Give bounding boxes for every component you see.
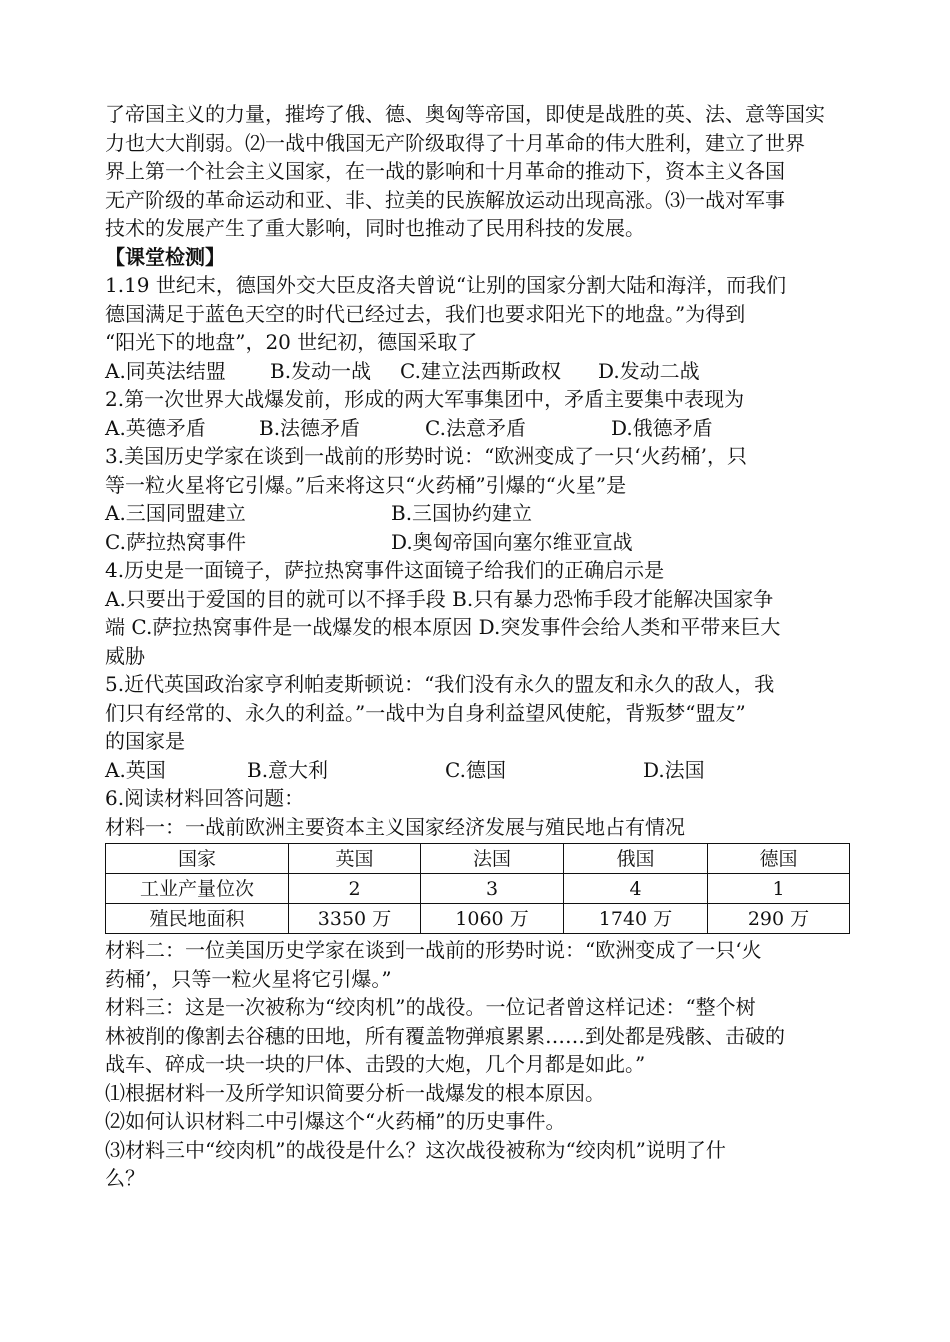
section-title: 【课堂检测】 [105,244,225,269]
option-b: B.法德矛盾 [259,415,361,440]
table-row [106,904,850,934]
question-text: 3.美国历史学家在谈到一战前的形势时说：“欧洲变成了一只‘火药桶’，只 [105,444,748,468]
intro-paragraph [105,100,850,243]
intro-line: 界上第一个社会主义国家，在一战的影响和十月革命的推动下，资本主义各国 [105,159,785,183]
question-options [105,756,850,785]
question-text: 的国家是 [105,729,185,753]
document-page [105,100,850,1193]
question-options [105,414,850,443]
intro-line: 无产阶级的革命运动和亚、非、拉美的民族解放运动出现高涨。⑶一战对军事 [105,187,785,212]
question-text: 们只有经常的、永久的利益。”一战中为自身利益望风使舵，背叛梦“盟友” [105,700,746,725]
option-a: A.英国 [105,757,166,782]
question-1 [105,271,850,385]
question-options [105,357,850,386]
question-text: 德国满足于蓝色天空的时代已经过去，我们也要求阳光下的地盘。”为得到 [105,301,746,326]
option-a: A.三国同盟建立 [105,501,246,525]
table-cell: 2 [289,874,421,904]
question-text: “阳光下的地盘”，20 世纪初，德国采取了 [105,330,478,354]
table-cell: 3 [421,874,564,904]
question-options [105,499,850,528]
table-header-cell: 英国 [289,844,421,874]
intro-line: 力也大大削弱。⑵一战中俄国无产阶级取得了十月革命的伟大胜利，建立了世界 [105,130,805,155]
material-3-text: 材料三：这是一次被称为“绞肉机”的战役。一位记者曾这样记述：“整个树 [105,995,756,1019]
option-b: B.三国协约建立 [391,501,533,525]
question-text: 等一粒火星将它引爆。”后来将这只“火药桶”引爆的“火星”是 [105,472,627,497]
table-header-cell: 国家 [106,844,289,874]
material-1-title: 材料一：一战前欧洲主要资本主义国家经济发展与殖民地占有情况 [105,814,685,839]
option-d: D.奥匈帝国向塞尔维亚宣战 [391,529,633,554]
question-text: 6.阅读材料回答问题： [105,786,305,810]
table-header-cell: 俄国 [564,844,708,874]
option-d: D.法国 [643,757,705,782]
question-3 [105,442,850,556]
material-3-text: 战车、碎成一块一块的尸体、击毁的大炮，几个月都是如此。” [105,1052,646,1076]
option-c: C.法意矛盾 [425,415,526,440]
table-cell: 1060 万 [421,904,564,934]
option-d: D.发动二战 [598,358,700,383]
question-options: A.只要出于爱国的目的就可以不择手段 B.只有暴力恐怖手段才能解决国家争 [105,586,774,611]
material-2-text: 材料二：一位美国历史学家在谈到一战前的形势时说：“欧洲变成了一只‘火 [105,938,762,962]
option-c: C.德国 [445,757,506,782]
material-3-text: 林被削的像割去谷穗的田地，所有覆盖物弹痕累累……到处都是残骸、击破的 [105,1023,785,1048]
intro-line: 了帝国主义的力量，摧垮了俄、德、奥匈等帝国，即使是战胜的英、法、意等国实 [105,102,825,126]
question-5 [105,670,850,784]
question-options: 端 C.萨拉热窝事件是一战爆发的根本原因 D.突发事件会给人类和平带来巨大 [105,615,781,639]
material-2-text: 药桶’，只等一粒火星将它引爆。” [105,966,392,991]
table-cell: 殖民地面积 [106,904,289,934]
question-options [105,528,850,557]
option-c: C.建立法西斯政权 [400,358,561,383]
table-header-cell: 德国 [708,844,850,874]
sub-question: ⑵如何认识材料二中引爆这个“火药桶”的历史事件。 [105,1109,566,1133]
table-cell: 3350 万 [289,904,421,934]
question-text: 2.第一次世界大战爆发前，形成的两大军事集团中，矛盾主要集中表现为 [105,387,745,411]
table-cell: 4 [564,874,708,904]
question-4 [105,556,850,670]
option-a: A.同英法结盟 [105,358,226,383]
table-cell: 工业产量位次 [106,874,289,904]
sub-question: 么？ [105,1166,145,1190]
option-b: B.意大利 [247,757,329,782]
material-1-table [105,843,850,934]
table-cell: 1740 万 [564,904,708,934]
question-2 [105,385,850,442]
intro-line: 技术的发展产生了重大影响，同时也推动了民用科技的发展。 [105,216,645,240]
question-text: 4.历史是一面镜子，萨拉热窝事件这面镜子给我们的正确启示是 [105,558,665,582]
option-b: B.发动一战 [270,358,372,383]
table-header-cell: 法国 [421,844,564,874]
sub-question: ⑶材料三中“绞肉机”的战役是什么？这次战役被称为“绞肉机”说明了什 [105,1137,726,1162]
option-a: A.英德矛盾 [105,415,206,440]
option-c: C.萨拉热窝事件 [105,529,246,554]
question-6 [105,784,850,1193]
question-options: 威胁 [105,643,145,668]
option-d: D.俄德矛盾 [611,415,713,440]
table-cell: 1 [708,874,850,904]
table-header-row [106,844,850,874]
table-row [106,874,850,904]
question-text: 1.19 世纪末，德国外交大臣皮洛夫曾说“让别的国家分割大陆和海洋，而我们 [105,273,787,297]
question-text: 5.近代英国政治家亨利帕麦斯顿说：“我们没有永久的盟友和永久的敌人，我 [105,672,775,696]
sub-question: ⑴根据材料一及所学知识简要分析一战爆发的根本原因。 [105,1080,605,1105]
table-cell: 290 万 [708,904,850,934]
